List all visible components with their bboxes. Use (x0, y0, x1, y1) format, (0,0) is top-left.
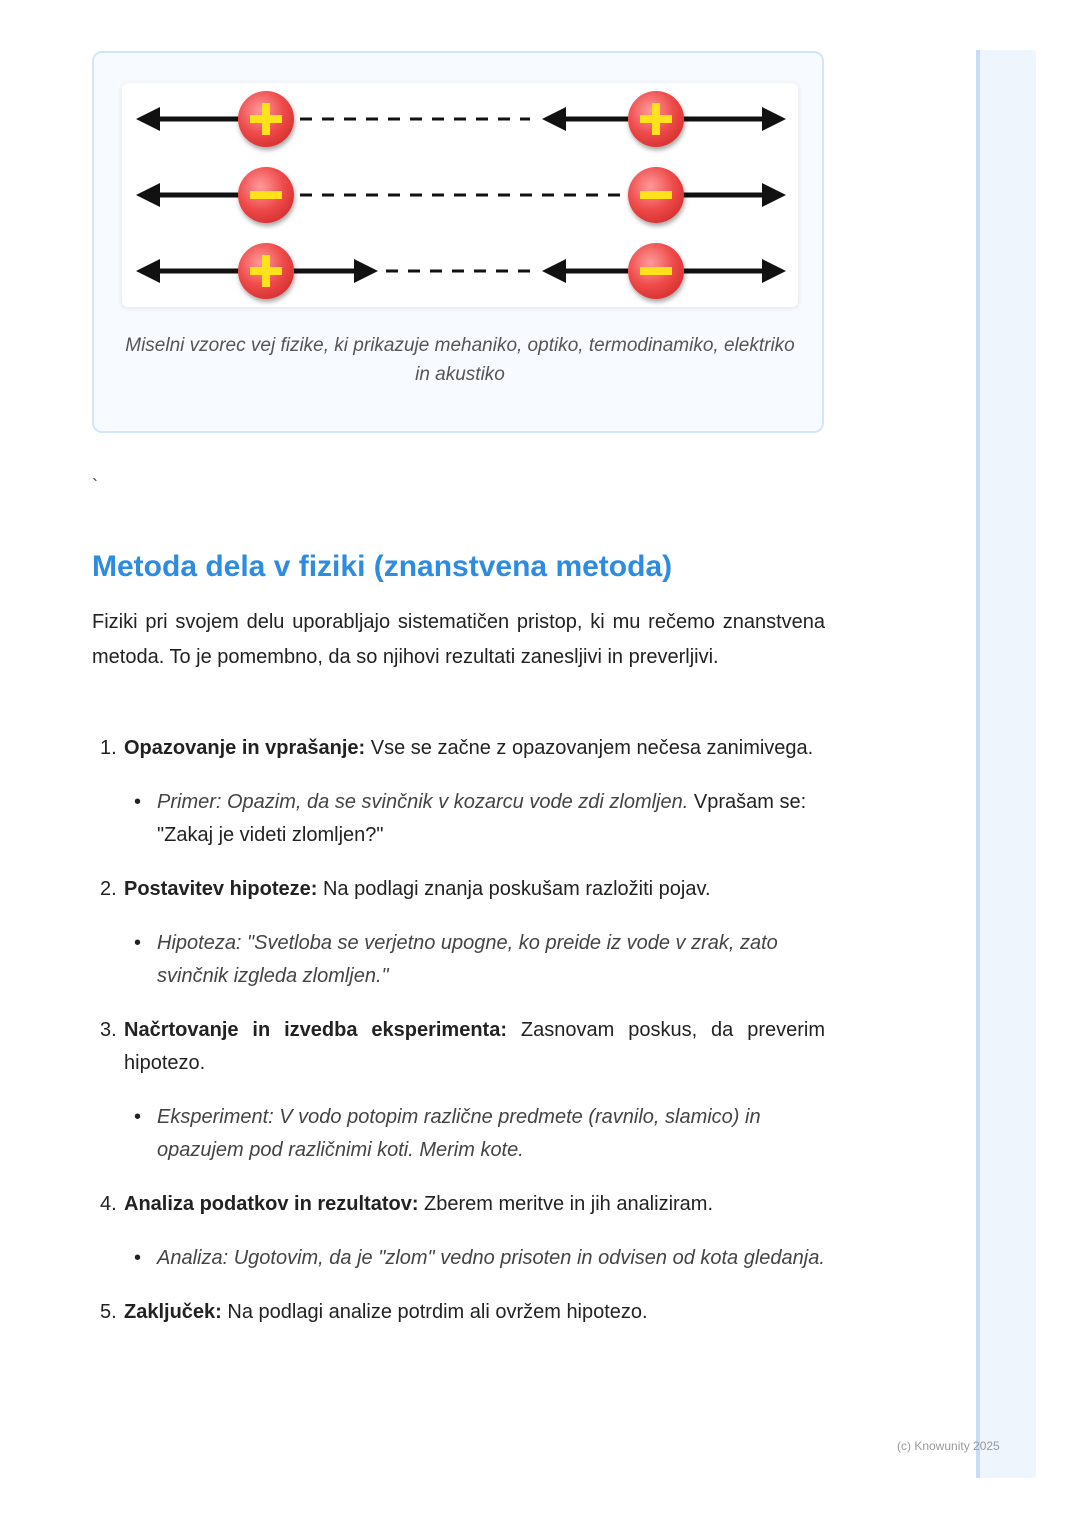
example-italic: Primer: Opazim, da se svinčnik v kozarcu vode zdi zlomljen. (157, 791, 689, 813)
arrow-right-icon (762, 259, 786, 283)
step-title: Opazovanje in vprašanje: (124, 737, 366, 759)
arrow-left-icon (542, 107, 566, 131)
negative-charge-icon (238, 167, 294, 223)
arrow-left-icon (136, 107, 160, 131)
step-example (124, 927, 825, 993)
stray-mark: ` (92, 476, 98, 496)
arrow-left-icon (136, 259, 160, 283)
bullet-icon: • (134, 1106, 142, 1128)
example-text: Vprašam se: "Zakaj je videti zlomljen?" (157, 791, 807, 846)
arrow-right-icon (762, 107, 786, 131)
step-number: 1. (100, 737, 117, 759)
list-item (92, 732, 825, 852)
step-title: Zaključek: (124, 1301, 222, 1323)
arrow-right-icon (762, 183, 786, 207)
bullet-icon: • (134, 1247, 142, 1269)
step-example (124, 786, 825, 852)
step-number: 2. (100, 878, 117, 900)
bullet-icon: • (134, 791, 142, 813)
charges-svg (122, 83, 798, 307)
step-number: 5. (100, 1301, 117, 1323)
arrow-right-icon (354, 259, 378, 283)
bullet-icon: • (134, 932, 142, 954)
negative-charge-icon (628, 243, 684, 299)
charges-illustration (122, 83, 798, 307)
side-panel (976, 50, 1036, 1478)
step-number: 4. (100, 1193, 117, 1215)
step-example (124, 1101, 825, 1167)
row-repel-negative (136, 167, 786, 223)
step-text: Zberem meritve in jih analiziram. (418, 1193, 714, 1215)
list-item (92, 873, 825, 993)
step-text: Na podlagi znanja poskušam razložiti pojav. (317, 878, 711, 900)
step-text: Vse se začne z opazovanjem nečesa zanimivega. (365, 737, 814, 759)
list-item (92, 1188, 825, 1275)
row-repel-positive (136, 91, 786, 147)
positive-charge-icon (238, 91, 294, 147)
figure-caption: Miselni vzorec vej fizike, ki prikazuje mehaniko, optiko, termodinamiko, elektriko in akustiko (125, 335, 795, 385)
step-text: Na podlagi analize potrdim ali ovržem hipotezo. (221, 1301, 648, 1323)
arrow-left-icon (542, 259, 566, 283)
negative-charge-icon (628, 167, 684, 223)
section-heading: Metoda dela v fiziki (znanstvena metoda) (92, 550, 673, 583)
row-attract (136, 243, 786, 299)
figure-card (92, 51, 824, 433)
positive-charge-icon (628, 91, 684, 147)
step-title: Načrtovanje in izvedba eksperimenta: (124, 1019, 507, 1041)
step-number: 3. (100, 1019, 117, 1041)
arrow-left-icon (136, 183, 160, 207)
copyright-footer: (c) Knowunity 2025 (897, 1439, 1000, 1453)
list-item (92, 1014, 825, 1167)
step-title: Analiza podatkov in rezultatov: (124, 1193, 419, 1215)
step-example (124, 1242, 825, 1275)
example-italic: Hipoteza: "Svetloba se verjetno upogne, ko preide iz vode v zrak, zato svinčnik izgleda zlomljen." (157, 932, 778, 987)
positive-charge-icon (238, 243, 294, 299)
method-steps-list (92, 732, 825, 1350)
example-italic: Eksperiment: V vodo potopim različne predmete (ravnilo, slamico) in opazujem pod različnimi koti. Merim kote. (157, 1106, 761, 1161)
list-item (92, 1296, 825, 1329)
step-text: Zasnovam poskus, da preverim hipotezo. (124, 1019, 825, 1074)
step-title: Postavitev hipoteze: (124, 878, 318, 900)
example-italic: Analiza: Ugotovim, da je "zlom" vedno prisoten in odvisen od kota gledanja. (157, 1247, 825, 1269)
intro-paragraph: Fiziki pri svojem delu uporabljajo sistematičen pristop, ki mu rečemo znanstvena metoda. To je pomembno, da so njihovi rezultati zanesljivi in preverljivi. (92, 611, 825, 668)
